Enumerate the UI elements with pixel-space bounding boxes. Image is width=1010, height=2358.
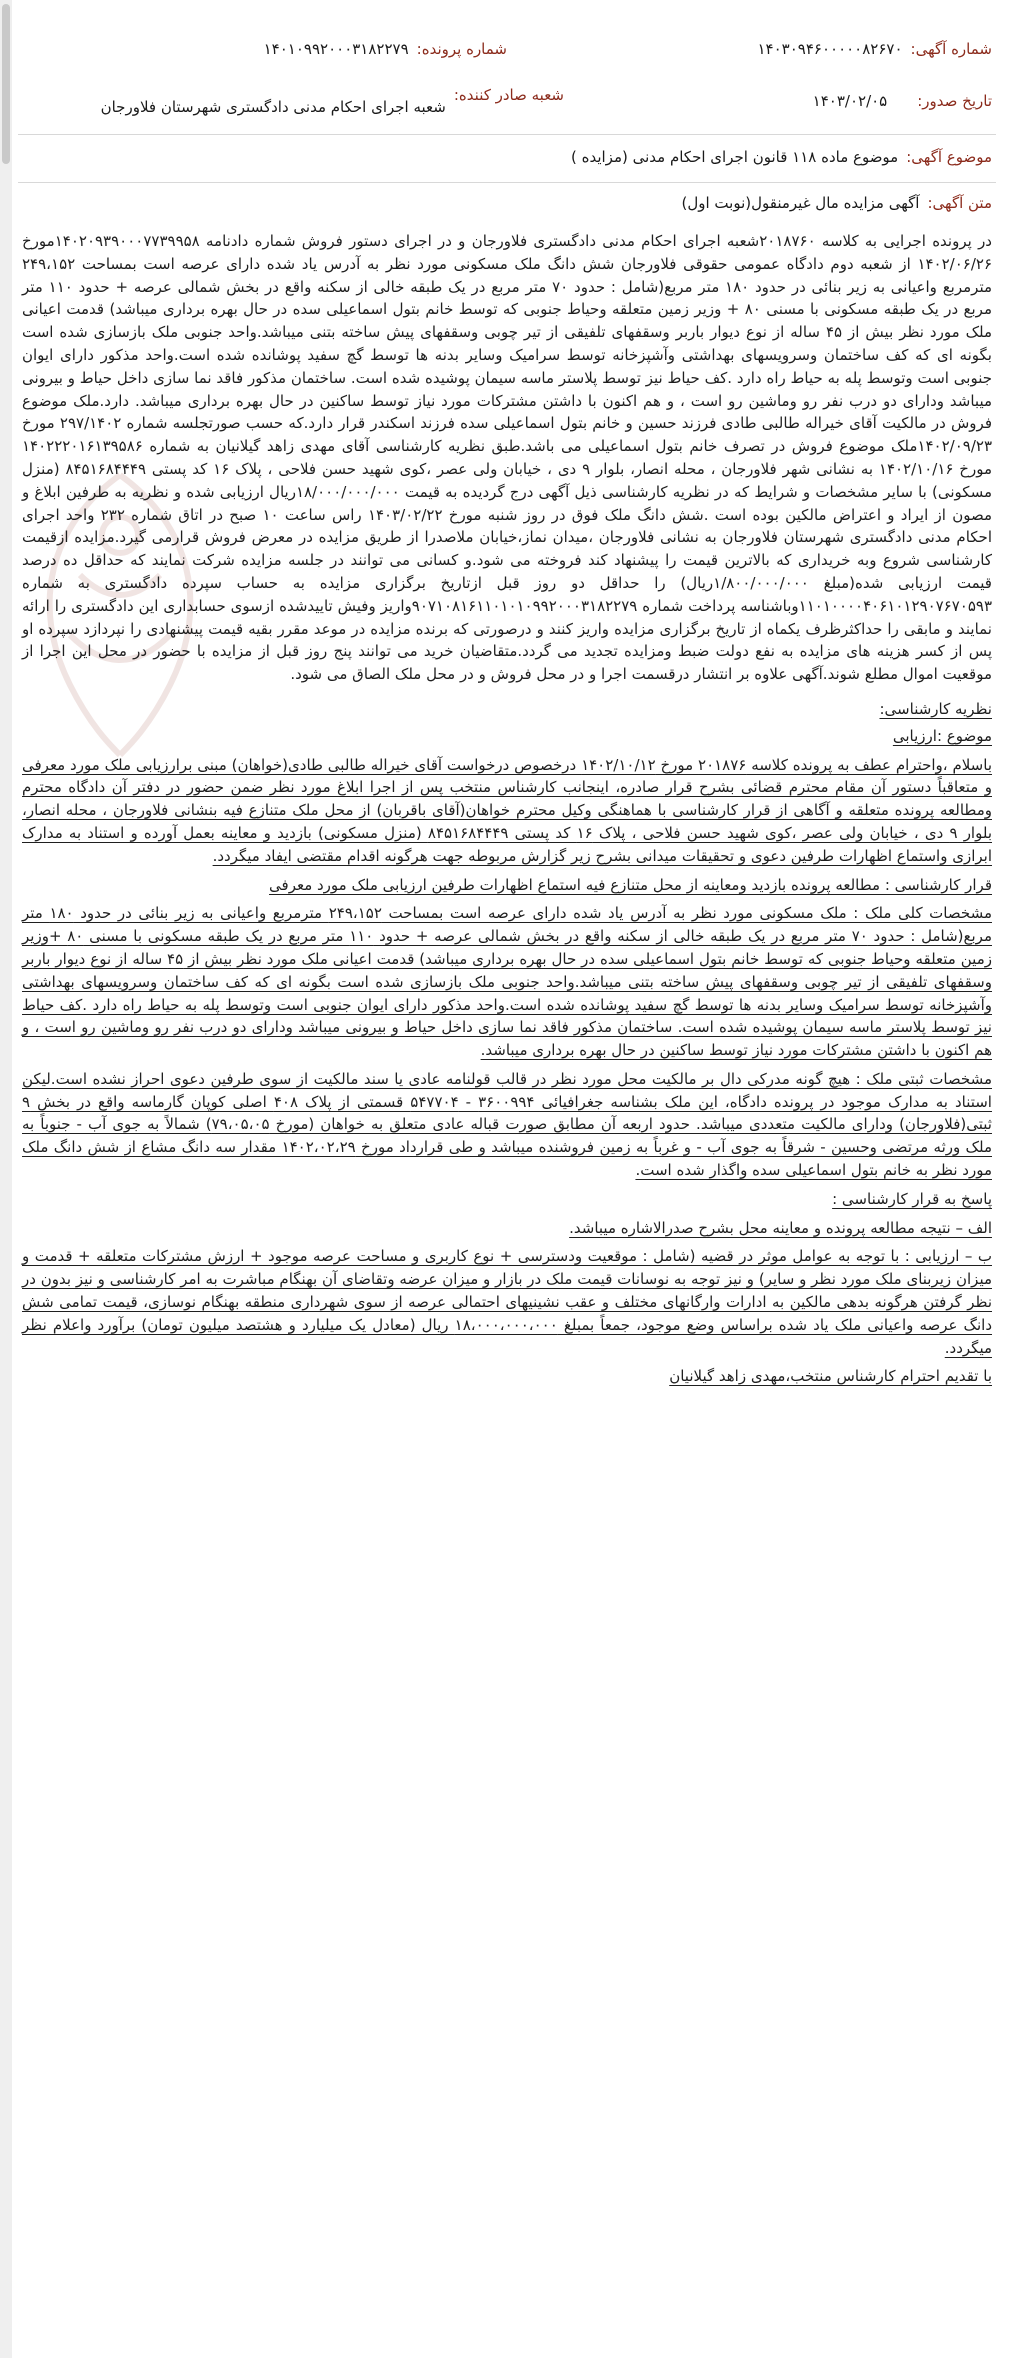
- closing-signature: با تقدیم احترام کارشناس منتخب،مهدی زاهد گیلانیان: [669, 1367, 992, 1386]
- case-number-label: شماره پرونده:: [416, 40, 507, 58]
- greeting-paragraph: باسلام ،واحترام عطف به پرونده کلاسه ۲۰۱۸۷۶ مورخ ۱۴۰۲/۱۰/۱۲ درخصوص درخواست آقای خیراله طالبی طادی(خواهان) مبنی برارزیابی ملک مورد معرفی و متعاقباً دستور آن مقام محترم قضائی بشرح قرار صادره، اینجانب کارشناس منتخب پس از اجرا ابلاغ مورد نظر ضمن حضور در دفتر آن دادگاه محترم ومطالعه پرونده متعلقه و آگاهی از قرار کارشناسی با هماهنگی وکیل محترم خواهان(آقای باقربان) از محل ملک متنازع فیه بنشانی فلاورجان ، محله انصار، بلوار ۹ دی ، خیابان ولی عصر ،کوی شهید حسن فلاحی ، پلاک ۱۶ کد پستی ۸۴۵۱۶۸۴۴۴۹ (منزل مسکونی) بازدید و معاینه بعمل آورده و استناد به مدارک ابرازی واستماع اظهارات طرفین دعوی و تحقیقات میدانی بشرح زیر گزارش مربوطه جهت هرگونه اقدام مقتضی ایفاد میگردد.: [22, 755, 992, 865]
- expert-opinion-title: نظریه کارشناسی:: [879, 699, 992, 718]
- ad-text-label: متن آگهی:: [927, 194, 992, 212]
- main-paragraph: در پرونده اجرایی به کلاسه ۲۰۱۸۷۶۰شعبه اجرای احکام مدنی دادگستری فلاورجان و در اجرای دستور فروش شماره دادنامه ۱۴۰۲۰۹۳۹۰۰۰۷۷۳۹۹۵۸مورخ ۱۴۰۲/۰۶/۲۶ از شعبه دوم دادگاه عمومی حقوقی فلاورجان شش دانگ ملک مسکونی مورد نظر به آدرس یاد شده دارای عرصه است بمساحت ۲۴۹،۱۵۲ مترمربع واعیانی به زیر بنائی در حدود ۱۸۰ متر مربع(شامل : حدود ۷۰ متر مربع در یک طبقه خالی از سکنه واقع در بخش شمالی عرصه + حدود ۱۱۰ متر مربع در یک طبقه مسکونی با مسنی ۸۰ + وزیر زمین متعلقه وحیاط جنوبی که توسط خانم بتول اسماعیلی سده در حال بهره برداری میباشد) قدمت اعیانی ملک مورد نظر بیش از ۴۵ ساله از نوع دیوار باربر وسقفهای تلفیقی از تیر چوبی وسقفهای پیش ساخته بتنی میباشد.واحد جنوبی ملک بازسازی شده است بگونه ای که کف ساختمان وسرویسهای بهداشتی وآشپزخانه توسط سرامیک وسایر بدنه ها توسط گچ سفید پوشانده شده است.واحد مذکور دارای ایوان جنوبی است وتوسط پله به حیاط راه دارد .کف حیاط نیز توسط پلاستر ماسه سیمان پوشیده شده است. ساختمان مذکور فاقد نما سازی داخل حیاط و بیرونی میباشد ودارای دو درب نفر رو وماشین رو است ، و هم اکنون با داشتن مشترکات مورد نیاز توسط ساکنین در حال بهره برداری میباشد. دارد.ملک موضوع فروش در مالکیت آقای خیراله طالبی طادی فرزند حسین و خانم بتول اسماعیلی سده فرزند اسکندر قرار دارد.که حسب صورتجلسه شماره ۲۹۷/۱۴۰۲ مورخ ۱۴۰۲/۰۹/۲۳ملک موضوع فروش در تصرف خانم بتول اسماعیلی می باشد.طبق نظریه کارشناسی آقای مهدی زاهد گیلانیان به شماره ۱۴۰۲۲۲۰۱۶۱۳۹۵۸۶ مورخ ۱۴۰۲/۱۰/۱۶ به نشانی شهر فلاورجان ، محله انصار، بلوار ۹ دی ، خیابان ولی عصر ،کوی شهید حسن فلاحی ، پلاک ۱۶ کد پستی ۸۴۵۱۶۸۴۴۴۹ (منزل مسکونی) با سایر مشخصات و شرایط که در نظریه کارشناسی ذیل آگهی درج گردیده به قیمت ۱۸/۰۰۰/۰۰۰/۰۰۰ریال ارزیابی شده و نظریه به طرفین ابلاغ و مصون از ایراد و اعتراض مالکین بوده است .شش دانگ ملک فوق در روز شنبه مورخ ۱۴۰۳/۰۲/۲۲ راس ساعت ۱۰ صبح در اتاق شماره ۲۳۲ واحد اجرای احکام مدنی دادگستری شهرستان فلاورجان به نشانی فلاورجان ،میدان نماز،خیابان ملاصدرا از طریق مزایده در معرض فروش قرارمی گیرد.مزایده ازقیمت کارشناسی شروع وبه خریداری که بالاترین قیمت را پیشنهاد کند فروخته می شود.و کسانی می توانند در جلسه مزایده شرکت نمایند که حداقل ده درصد قیمت ارزیابی شده(مبلغ ۱/۸۰۰/۰۰۰/۰۰۰ریال) را حداقل دو روز قبل ازتاریخ برگزاری مزایده به حساب سپرده دادگستری به شماره ۱۱۰۱۰۰۰۰۴۰۶۱۰۱۲۹۰۷۶۷۰۵۹۳وباشناسه پرداخت شماره ۹۰۷۱۰۸۱۶۱۱۰۱۰۱۰۹۹۲۰۰۰۳۱۸۲۲۷۹واریز وفیش تاییدشده ازسوی حسابداری این دادگستری را ارائه نمایند و مابقی را حداکثرظرف یکماه از تاریخ برگزاری مزایده واریز کنند و درصورتی که برنده مزایده در موعد مقرر بقیه قیمت پیشنهادی را نپردازد سپرده او پس از کسر هزینه های مزایده به نفع دولت ضبط ومزایده تجدید می گردد.متقاضیان خرید می توانند پنج روز قبل از مزایده با حضور در محل این اجرا از موقعیت اموال مطلع شوند.آگهی علاوه بر انتشار درقسمت اجرا و در محل فروش و در محل ملک الصاق می شود.: [22, 232, 993, 684]
- subject-label: موضوع :ارزیابی: [892, 726, 992, 745]
- case-number-field: [264, 40, 507, 58]
- divider: [18, 134, 996, 135]
- order-paragraph: قرار کارشناسی : مطالعه پرونده بازدید ومعاینه از محل متنازع فیه استماع اظهارات طرفین ارزیابی ملک مورد معرفی: [269, 875, 992, 894]
- notice-body: [22, 230, 992, 1388]
- scrollbar-thumb[interactable]: [2, 4, 10, 164]
- ad-number-label: شماره آگهی:: [910, 40, 992, 58]
- general-specs-paragraph: مشخصات کلی ملک : ملک مسکونی مورد نظر به آدرس یاد شده دارای عرصه است بمساحت ۲۴۹،۱۵۲ مترمربع واعیانی به زیر بنائی در حدود ۱۸۰ متر مربع(شامل : حدود ۷۰ متر مربع در یک طبقه خالی از سکنه واقع در بخش شمالی عرصه + حدود ۱۱۰ متر مربع در یک طبقه مسکونی با مسنی ۸۰ +وزیر زمین متعلقه وحیاط جنوبی که توسط خانم بتول اسماعیلی سده در حال بهره برداری میباشد) قدمت اعیانی ملک مورد نظر بیش از ۴۵ ساله از نوع دیوار باربر وسقفهای تلفیقی از تیر چوبی وسقفهای پیش ساخته بتنی میباشد.واحد جنوبی ملک بازسازی شده است بگونه ای که کف ساختمان وسرویسهای بهداشتی وآشپزخانه توسط سرامیک وسایر بدنه ها توسط گچ سفید پوشانده شده است.واحد مذکور دارای ایوان جنوبی است وتوسط پله به حیاط راه دارد .کف حیاط نیز توسط پلاستر ماسه سیمان پوشیده شده است. ساختمان مذکور فاقد نما سازی داخل حیاط و بیرونی میباشد ودارای دو درب نفر رو وماشین رو است ، و هم اکنون با داشتن مشترکات مورد نیاز توسط ساکنین در حال بهره برداری میباشد.: [22, 904, 992, 1060]
- scrollbar[interactable]: [0, 0, 12, 2358]
- topic-label: موضوع آگهی:: [906, 148, 992, 166]
- issue-date-label: تاریخ صدور:: [917, 92, 992, 110]
- ad-number: ۱۴۰۳۰۹۴۶۰۰۰۰۰۸۲۶۷۰: [757, 40, 903, 58]
- topic-value: موضوع ماده ۱۱۸ قانون اجرای احکام مدنی (مزایده ): [570, 148, 899, 166]
- ad-text-heading: [681, 194, 992, 212]
- issue-date-field: [813, 92, 992, 110]
- ad-number-field: [758, 40, 993, 58]
- issuer-label: شعبه صادر کننده:: [453, 86, 564, 104]
- answer-title: پاسخ به قرار کارشناسی :: [832, 1189, 992, 1208]
- ad-text-title: آگهی مزایده مال غیرمنقول(نوبت اول): [681, 194, 920, 212]
- issuer: شعبه اجرای احکام مدنی دادگستری شهرستان فلاورجان: [100, 98, 446, 116]
- registry-specs-paragraph: مشخصات ثبتی ملک : هیچ گونه مدرکی دال بر مالکیت محل مورد نظر در قالب قولنامه عادی یا سند مالکیت از سوی طرفین دعوی احراز نشده است.لیکن استناد به مدارک موجود در پرونده دادگاه، این ملک بشناسه جغرافیائی ۳۶۰۰۹۹۴ - ۵۴۷۷۰۴ قسمتی از پلاک ۴۰۸ اصلی کوپان گارماسه واقع در بخش ۹ ثبتی(فلاورجان) ودارای مالکیت متعددی میباشد. حدود اربعه آن مطابق صورت قباله عادی متعلق به خواهان (مورخ ۷۹،۰۵،۰۵) شمالاً به جوی آب - جنوباً به ملک ورثه مرتضی وحسین - شرقاً به جوی آب - و غرباً به زمین فروشنده میباشد و طی قرارداد مورخ ۱۴۰۲،۰۲،۲۹ مقدار سه دانگ مشاع از شش دانگ ملک مورد نظر به خانم بتول اسماعیلی سده واگذار شده است.: [22, 1069, 992, 1180]
- answer-b: ب – ارزیابی : با توجه به عوامل موثر در قضیه (شامل : موقعیت ودسترسی + نوع کاربری و مساحت عرصه موجود + ارزش مشترکات متعلقه + قدمت و میزان زیربنای ملک مورد نظر و سایر) و نیز توجه به نوسانات قیمت ملک در بازار و میزان عرضه وتقاضای آن بهنگام مباشرت به امر کارشناسی و نیز بدون در نظر گرفتن هرگونه بدهی مالکین به ادارات وارگانهای مختلف و عقب نشینیهای احتمالی عرصه از سوی شهرداری منطقه بهنگام نوسازی، قیمت تمامی شش دانگ عرصه واعیانی ملک یاد شده براساس وضع موجود، جمعاً بمبلغ ۱۸،۰۰۰،۰۰۰،۰۰۰ ریال (معادل یک میلیارد و هشتصد میلیون تومان) برآورد واعلام نظر میگردد.: [22, 1247, 992, 1357]
- divider: [18, 182, 996, 183]
- issuer-field: [100, 86, 564, 116]
- ad-topic: [571, 148, 992, 166]
- case-number: ۱۴۰۱۰۹۹۲۰۰۰۳۱۸۲۲۷۹: [263, 40, 409, 58]
- header-row-2: [18, 86, 992, 118]
- answer-a: الف – نتیجه مطالعه پرونده و معاینه محل بشرح صدرالاشاره میباشد.: [569, 1218, 992, 1237]
- issue-date: ۱۴۰۳/۰۲/۰۵: [812, 92, 888, 110]
- header-row-1: [18, 40, 992, 66]
